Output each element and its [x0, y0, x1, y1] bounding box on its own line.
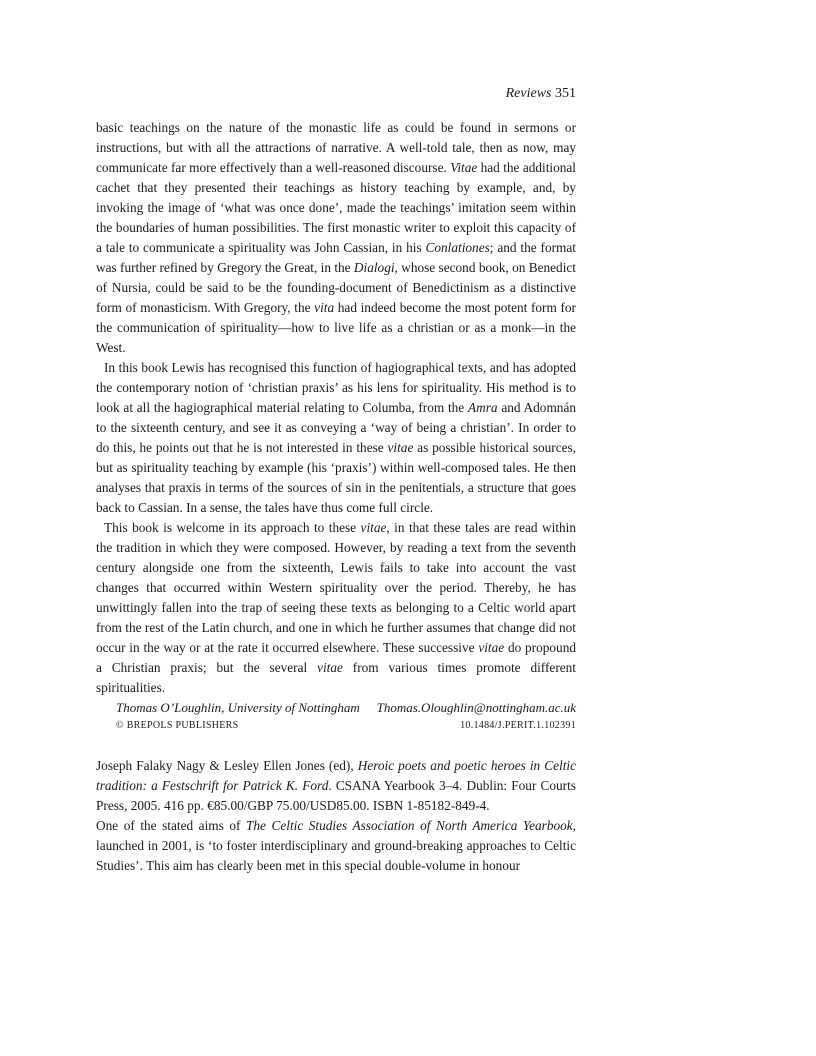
text-run: ; and the format was further refined by Gregory the Great, in the [96, 240, 576, 275]
text-run: Joseph Falaky Nagy & Lesley Ellen Jones (ed), [96, 758, 358, 773]
review2-paragraph-1 [96, 816, 576, 876]
running-head-title: Reviews [505, 86, 552, 101]
italic-text: vitae, [360, 520, 390, 535]
text-run: had the additional cachet that they presented their teachings as history teaching by example, and, by invoking the image of ‘what was once done’, made the teachings’ imitation seem within the boundaries of human possibilities. The first monastic writer to exploit this capacity of a tale to communicate a spirituality was John Cassian, in his [96, 160, 576, 255]
italic-text: Amra [467, 400, 498, 415]
italic-text: Dialogi, [353, 260, 398, 275]
running-head [506, 86, 576, 102]
italic-text: Conlationes [425, 240, 490, 255]
italic-text: Heroic poets and poetic heroes in Celtic tradition: a Festschrift for Patrick K. Ford [96, 758, 576, 793]
review1-paragraph-1 [96, 118, 576, 358]
text-run: basic teachings on the nature of the monastic life as could be found in sermons or instructions, but with all the attractions of narrative. A well-told tale, then as now, may communicate far more effectively than a well-reasoned discourse. [96, 120, 576, 175]
review1-paragraph-3 [96, 518, 576, 698]
reviewer-signature [96, 698, 576, 718]
page-number: 351 [555, 86, 576, 101]
text-run: in that these tales are read within the tradition in which they were composed. However, by reading a text from the seventh century alongside one from the sixteenth, Lewis fails to take into account the vast changes that occurred within Western spirituality over the period. Thereby, he has unwittingly fallen into the trap of seeing these texts as belonging to a Celtic world apart from the rest of the Latin church, and one in which he further assumes that change did not occur in the way or at the rate it occurred elsewhere. These successive [96, 520, 577, 655]
publisher-copyright: © BREPOLS PUBLISHERS [116, 720, 239, 731]
text-run: do propound a Christian praxis; but the several [96, 640, 576, 675]
text-run: had indeed become the most potent form for the communication of spirituality—how to live life as a christian or as a monk—in the West. [96, 300, 576, 355]
italic-text: vitae [317, 660, 343, 675]
doi: 10.1484/J.PERIT.1.102391 [460, 720, 576, 731]
text-run: This book is welcome in its approach to these [104, 520, 361, 535]
text-run: from various times promote different spiritualities. [96, 660, 576, 695]
italic-text: vitae [478, 640, 505, 655]
reviewer-name: Thomas O’Loughlin, University of Nottingham [116, 700, 360, 715]
italic-text: vita [314, 300, 335, 315]
text-run: launched in 2001, is ‘to foster interdisciplinary and ground-breaking approaches to Celtic Studies’. This aim has clearly been met in this special double-volume in honour [96, 838, 576, 873]
body-text [96, 118, 576, 876]
text-run: and Adomnán to the sixteenth century, and see it as conveying a ‘way of being a christian’. In order to do this, he points out that he is not interested in these [96, 400, 577, 455]
text-run: In this book Lewis has recognised this function of hagiographical texts, and has adopted the contemporary notion of ‘christian praxis’ as his lens for spirituality. His method is to look at all the hagiographical material relating to Columba, from the [96, 360, 576, 415]
italic-text: The Celtic Studies Association of North America Yearbook, [245, 818, 577, 833]
text-run: as possible historical sources, but as spirituality teaching by example (his ‘praxis’) within well-composed tales. He then analyses that praxis in terms of the sources of sin in the penitentials, a structure that goes back to Cassian. In a sense, the tales have thus come full circle. [96, 440, 576, 515]
text-run: One of the stated aims of [96, 818, 246, 833]
review2-bibliographic-entry [96, 756, 576, 816]
reviewer-email: Thomas.Oloughlin@nottingham.ac.uk [376, 700, 576, 715]
italic-text: Vitae [450, 160, 478, 175]
text-run: . CSANA Yearbook 3–4. Dublin: Four Courts Press, 2005. 416 pp. €85.00/GBP 75.00/USD85.00. ISBN 1-85182-849-4. [96, 778, 576, 813]
text-run: whose second book, on Benedict of Nursia, could be said to be the founding-document of Benedictinism as a distinctive form of monasticism. With Gregory, the [96, 260, 576, 315]
copyright-line [96, 718, 576, 734]
italic-text: vitae [387, 440, 414, 455]
review1-paragraph-2 [96, 358, 576, 518]
